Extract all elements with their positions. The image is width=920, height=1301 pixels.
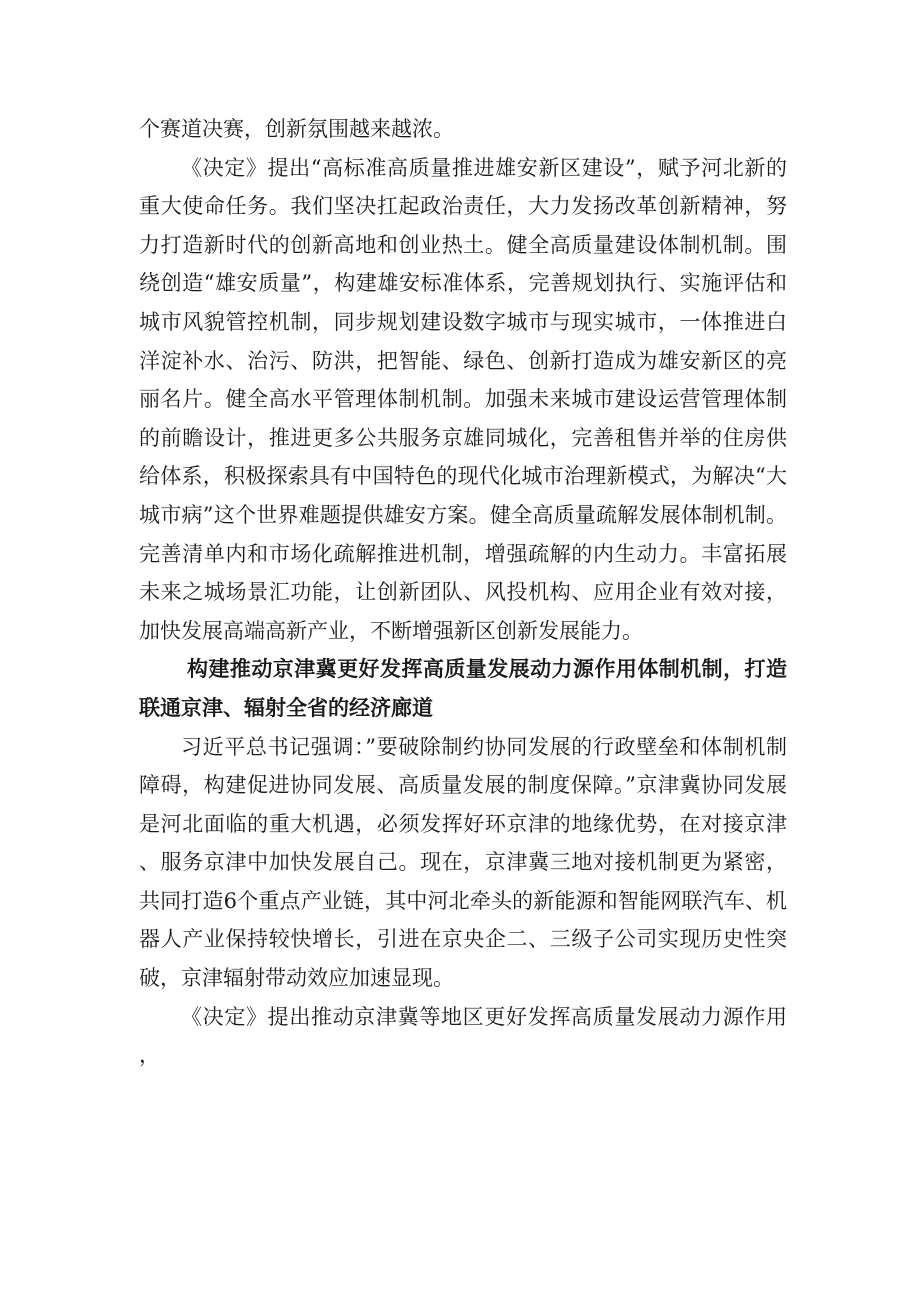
paragraph-decision: 《决定》提出推动京津冀等地区更好发挥高质量发展动力源作用， <box>139 1004 787 1068</box>
document-page <box>139 110 787 1075</box>
section-heading: 构建推动京津冀更好发挥高质量发展动力源作用体制机制，打造联通京津、辐射全省的经济廊道 <box>139 657 787 720</box>
paragraph-coordination: 习近平总书记强调：”要破除制约协同发展的行政壁垒和体制机制障碍，构建促进协同发展、高质量发展的制度保障。”京津冀协同发展是河北面临的重大机遇，必须发挥好环京津的地缘优势，在对接京津、服务京津中加快发展自己。现在，京津冀三地对接机制更为紧密，共同打造6个重点产业链，其中河北牵头的新能源和智能网联汽车、机器人产业保持较快增长，引进在京央企二、三级子公司实现历史性突破，京津辐射带动效应加速显现。 <box>139 734 787 991</box>
paragraph-continuation: 个赛道决赛，创新氛围越来越浓。 <box>139 117 454 141</box>
paragraph-xiongan: 《决定》提出“高标准高质量推进雄安新区建设”，赋予河北新的重大使命任务。我们坚决扛起政治责任，大力发扬改革创新精神，努力打造新时代的创新高地和创业热土。健全高质量建设体制机制。围绕创造“雄安质量”，构建雄安标准体系，完善规划执行、实施评估和城市风貌管控机制，同步规划建设数字城市与现实城市，一体推进白洋淀补水、治污、防洪，把智能、绿色、创新打造成为雄安新区的亮丽名片。健全高水平管理体制机制。加强未来城市建设运营管理体制的前瞻设计，推进更多公共服务京雄同城化，完善租售并举的住房供给体系，积极探索具有中国特色的现代化城市治理新模式，为解决“大城市病”这个世界难题提供雄安方案。健全高质量疏解发展体制机制。完善清单内和市场化疏解推进机制，增强疏解的内生动力。丰富拓展未来之城场景汇功能，让创新团队、风投机构、应用企业有效对接，加快发展高端高新产业，不断增强新区创新发展能力。 <box>139 155 787 643</box>
